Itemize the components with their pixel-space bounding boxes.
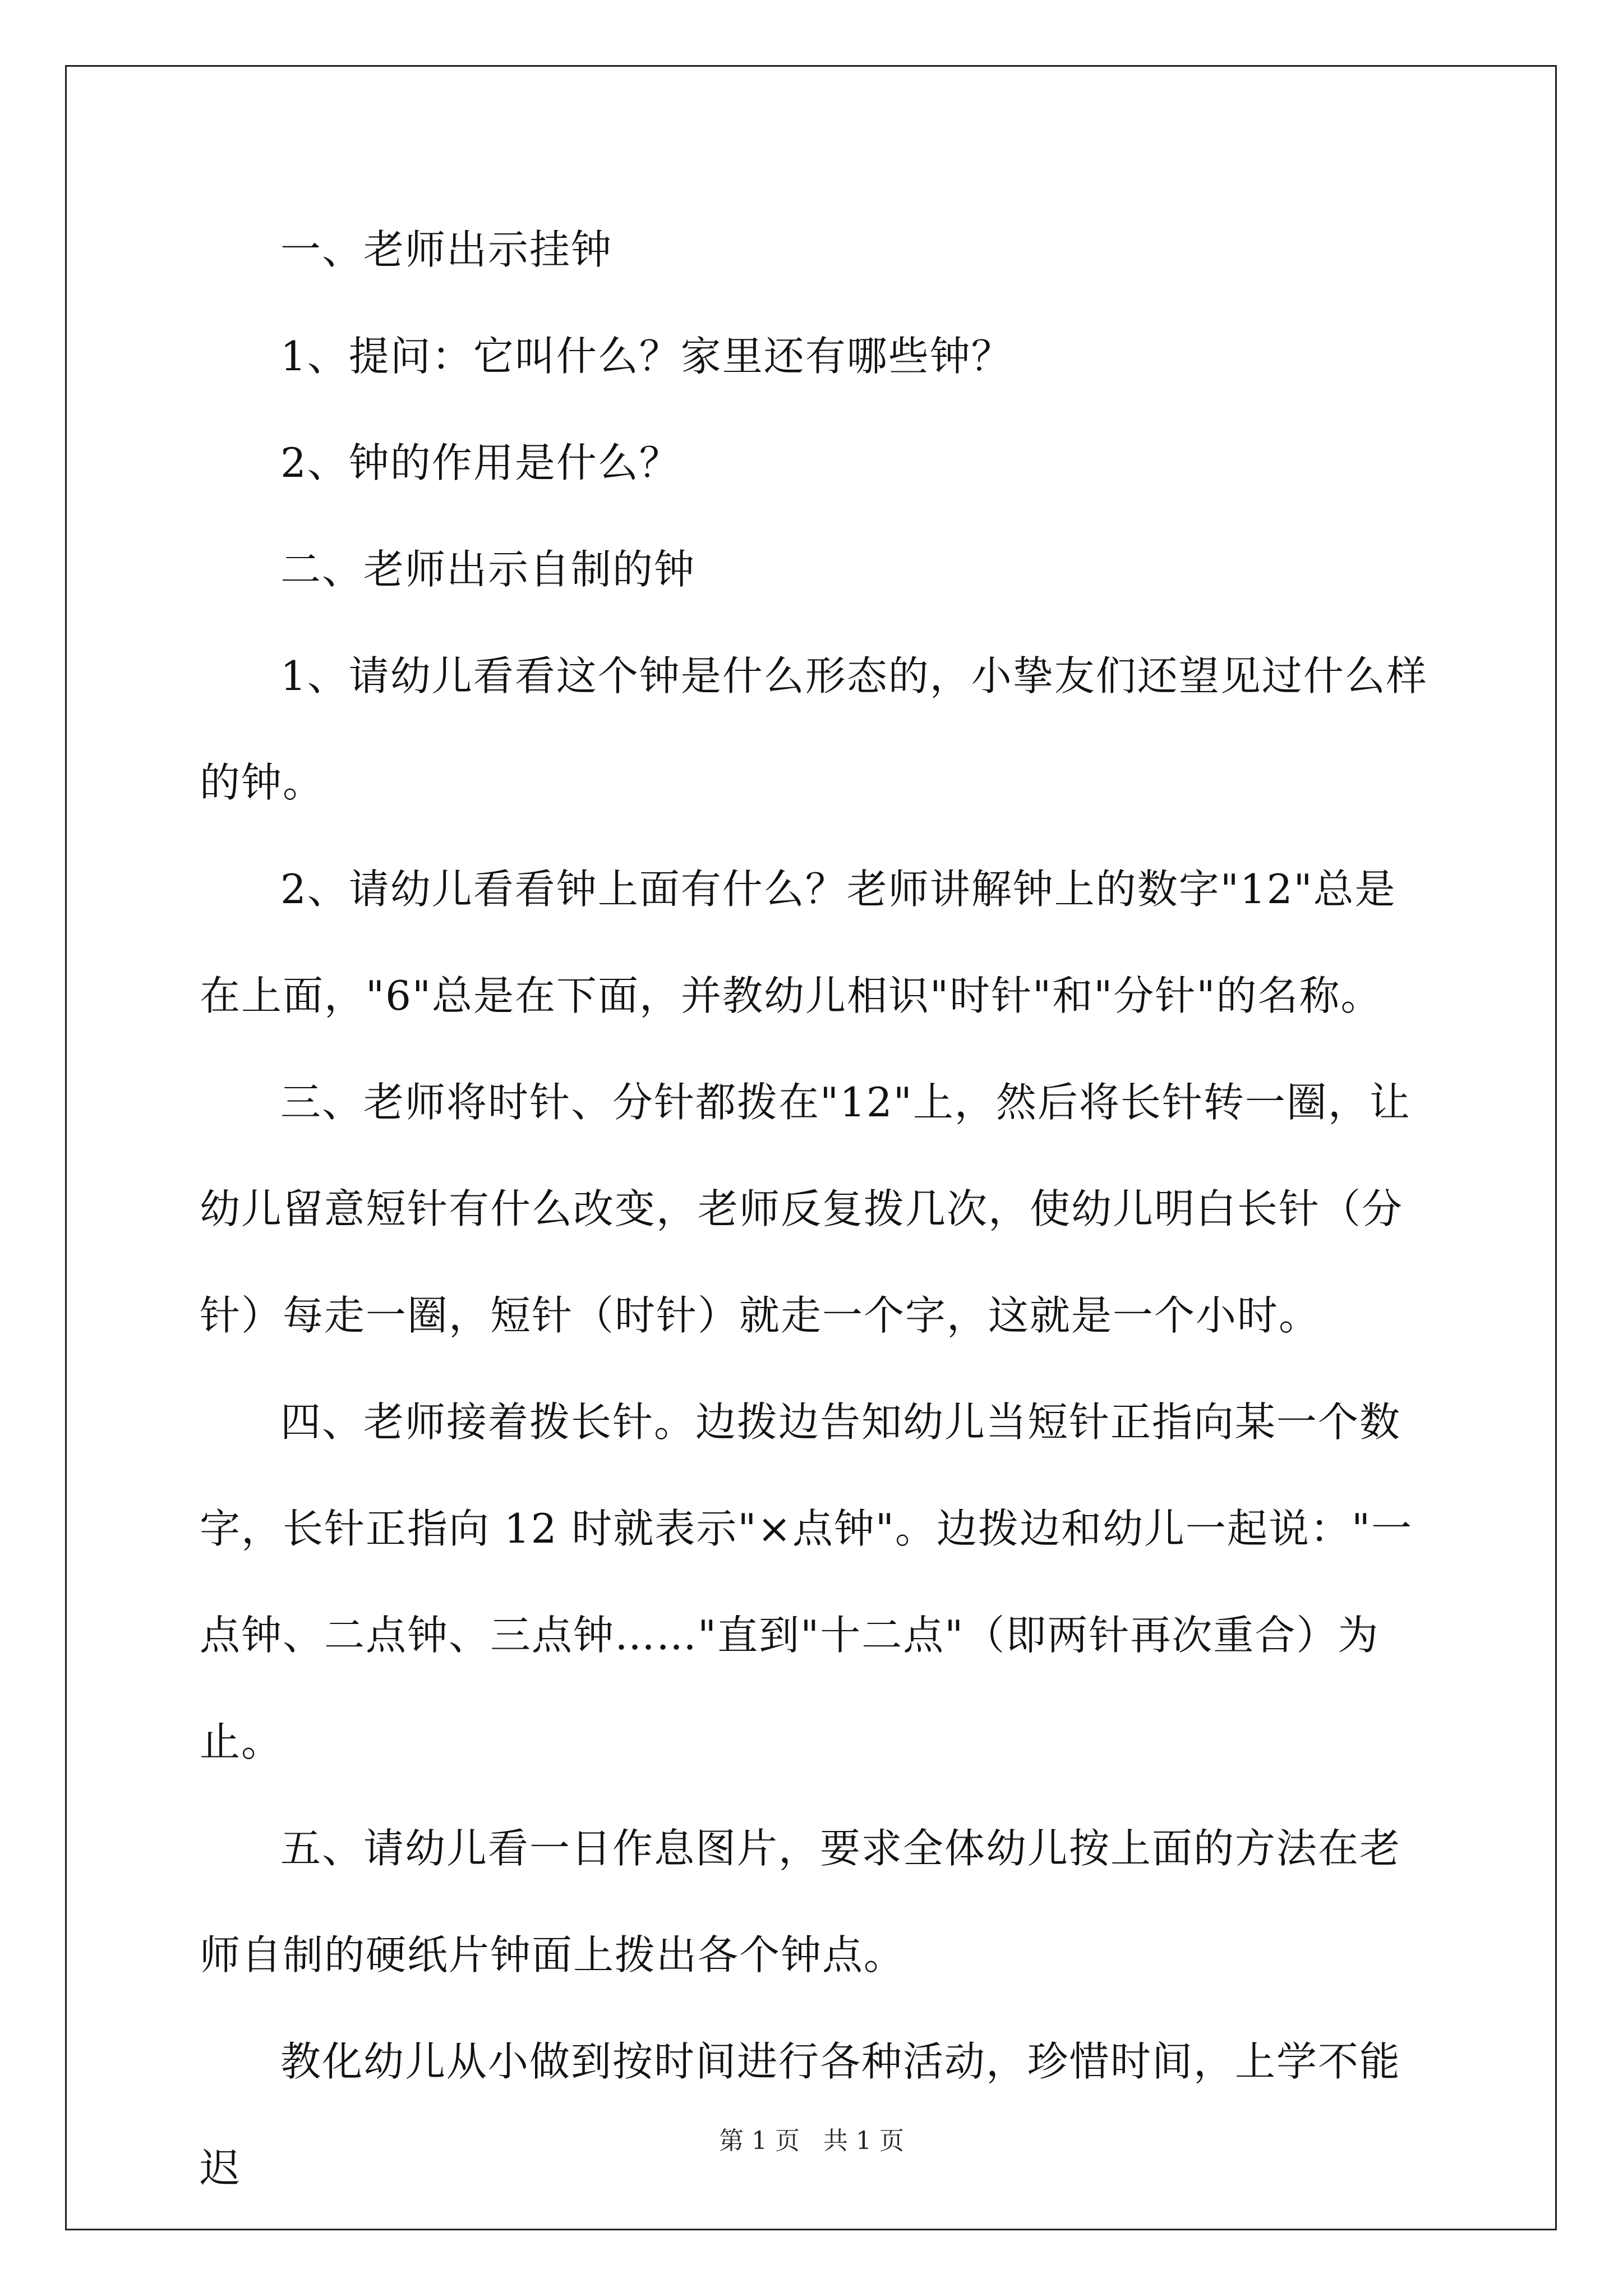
paragraph: 教化幼儿从小做到按时间进行各种活动，珍惜时间，上学不能迟 (200, 2038, 1401, 2192)
document-body (200, 196, 1433, 2221)
paragraph: 一、老师出示挂钟 (280, 226, 613, 273)
paragraph: 2、钟的作用是什么？ (280, 439, 681, 486)
paragraph: 1、提问：它叫什么？家里还有哪些钟？ (280, 333, 1013, 380)
paragraph: 1、请幼儿看看这个钟是什么形态的，小挚友们还望见过什么样的钟。 (200, 652, 1428, 806)
page-footer (0, 2120, 1623, 2156)
paragraph: 五、请幼儿看一日作息图片，要求全体幼儿按上面的方法在老师自制的硬纸片钟面上拨出各个钟点。 (200, 1825, 1401, 1978)
paragraph: 2、请幼儿看看钟上面有什么？老师讲解钟上的数字"12"总是在上面，"6"总是在下面，并教幼儿相识"时针"和"分针"的名称。 (200, 866, 1396, 1019)
paragraph: 四、老师接着拨长针。边拨边告知幼儿当短针正指向某一个数字，长针正指向 12 时就表示"×点钟"。边拨边和幼儿一起说："一点钟、二点钟、三点钟……"直到"十二点"（即两针再次重合）为止。 (200, 1398, 1413, 1765)
paragraph: 二、老师出示自制的钟 (280, 546, 696, 593)
page-number: 第 1 页 (719, 2127, 800, 2155)
paragraph: 三、老师将时针、分针都拨在"12"上，然后将长针转一圈，让幼儿留意短针有什么改变，老师反复拨几次，使幼儿明白长针（分针）每走一圈，短针（时针）就走一个字，这就是一个小时。 (200, 1079, 1411, 1339)
page-count: 共 1 页 (823, 2127, 904, 2155)
